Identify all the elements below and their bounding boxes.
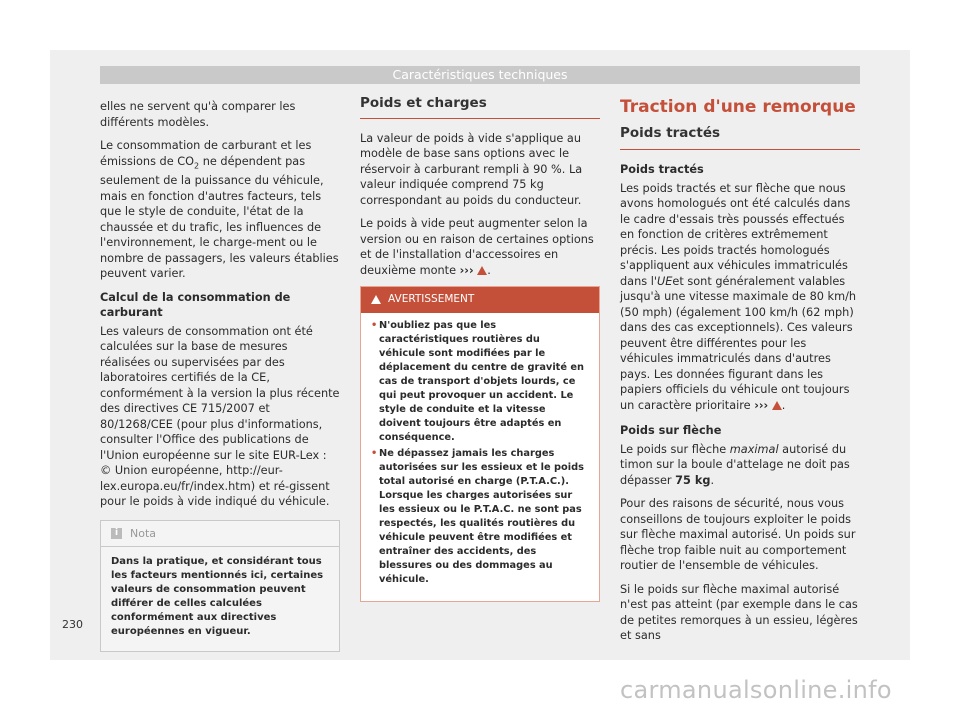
text: Le consommation de carburant et les émissions de CO	[100, 139, 312, 168]
warning-item: • N'oubliez pas que les caractéristiques routières du véhicule sont modifiées par le déplacement du centre de gravité en cas de transport d'objets lourds, ce qui peut provoquer un accident. Le style de conduite et la vitesse doivent toujours être adaptés en conséquence.	[371, 319, 589, 445]
paragraph: elles ne servent qu'à comparer les différents modèles.	[100, 100, 296, 129]
paragraph: Pour des raisons de sécurité, nous vous conseillons de toujours exploiter le poids sur flèche maximal autorisé. Un poids sur flèche trop faible nuit au comportement routier de l'ensemble de véhicules.	[620, 497, 856, 572]
warning-box	[360, 286, 600, 602]
page-header	[100, 66, 860, 84]
note-box	[100, 520, 340, 653]
warning-header	[361, 287, 599, 313]
paragraph	[620, 442, 860, 489]
emphasis: maximal	[729, 442, 779, 456]
column-middle	[360, 96, 600, 602]
text: Le poids sur flèche	[620, 442, 730, 456]
section-title: Poids et charges	[360, 96, 600, 119]
cross-reference-link[interactable]: ›››	[459, 263, 474, 277]
paragraph: Les valeurs de consommation ont été calculées sur la base de mesures réalisées ou supervisées par des laboratoires certifiés de la CE, conformément à la version la plus récente des directives CE 715/2007 et 80/1268/CEE (pour plus d'informations, consulter l'Office des publications de l'Union européenne sur le site EUR-Lex : © Union européenne, http://eur-lex.europa.eu/fr/index.htm) et ré-gissent pour le poids à vide indiqué du véhicule.	[100, 324, 340, 509]
text: ne dépendent pas seulement de la puissance du véhicule, mais en fonction d'autres facteurs, tels que le style de conduite, l'état de la chaussée et du trafic, les influences de l'environnement, le charge-ment ou le nombre de passagers, les valeurs établies peuvent varier.	[100, 154, 339, 281]
text: Le poids à vide peut augmenter selon la version ou en raison de certaines options et de l'installation d'accessoires en deuxième monte	[360, 217, 594, 277]
text: .	[487, 263, 491, 277]
note-header	[101, 521, 339, 548]
text: autorisé du timon sur la boule d'attelage ne doit pas dépasser	[620, 442, 850, 487]
note-title: Nota	[130, 526, 157, 540]
sub-heading: Poids tractés	[620, 163, 704, 176]
section-heading: Calcul de la consommation de carburant	[100, 290, 291, 320]
info-icon: i	[111, 528, 122, 539]
text: .	[710, 473, 715, 487]
warning-triangle-icon	[477, 266, 487, 275]
warning-triangle-icon	[371, 295, 381, 304]
page-header-title: Caractéristiques techniques	[392, 67, 568, 82]
section-title: Poids tractés	[620, 126, 860, 151]
page-number: 230	[62, 618, 83, 631]
subscript: 2	[194, 160, 200, 170]
paragraph: La valeur de poids à vide s'applique au modèle de base sans options avec le réservoir à carburant rempli à 90 %. La valeur indiquée comprend 75 kg correspondant au poids du conducteur.	[360, 131, 583, 207]
paragraph-with-ref	[360, 216, 600, 278]
chapter-title: Traction d'une remorque	[620, 97, 856, 117]
cross-reference-link[interactable]: ›››	[754, 398, 769, 412]
text: Les poids tractés et sur flèche que nous avons homologués ont été calculés dans le cadre d'essais très poussés effectués en fonction de critères extrêmement précis. Les poids tractés homologués s'appliquent aux véhicules immatriculés dans l'	[620, 181, 851, 288]
note-text: Dans la pratique, et considérant tous les facteurs mentionnés ici, certaines valeurs de consommation peuvent différer de celles calculées conformément aux directives européennes en vigueur.	[111, 556, 324, 638]
sub-heading: Poids sur flèche	[620, 424, 722, 437]
paragraph-emissions	[100, 138, 340, 282]
emphasis: UE	[656, 274, 673, 288]
warning-title: AVERTISSEMENT	[388, 293, 475, 305]
warning-body	[361, 313, 599, 601]
column-right	[620, 96, 860, 652]
column-left	[100, 99, 340, 652]
paragraph	[620, 181, 860, 414]
text: .	[781, 398, 786, 412]
warning-triangle-icon	[772, 401, 782, 410]
bold-value: 75 kg	[675, 473, 711, 487]
watermark: carmanualsonline.info	[620, 676, 892, 704]
text: et sont généralement valables jusqu'à une vitesse maximale de 80 km/h (50 mph) (également 100 km/h (62 mph) dans des cas exceptionnels). Ces valeurs peuvent être différentes pour les véhicules immatriculés dans d'autres pays. Les données figurant dans les papiers officiels du véhicule ont toujours un caractère prioritaire	[620, 274, 857, 412]
paragraph: Si le poids sur flèche maximal autorisé n'est pas atteint (par exemple dans le cas de petites remorques à un essieu, légères et sans	[620, 582, 858, 642]
warning-item: • Ne dépassez jamais les charges autorisées sur les essieux et le poids total autorisé en charge (P.T.A.C.). Lorsque les charges autorisées sur les essieux ou le P.T.A.C. ne sont pas respectés, les qualités routières du véhicule peuvent être modifiées et entraîner des accidents, des blessures ou des dommages au véhicule.	[371, 447, 589, 587]
